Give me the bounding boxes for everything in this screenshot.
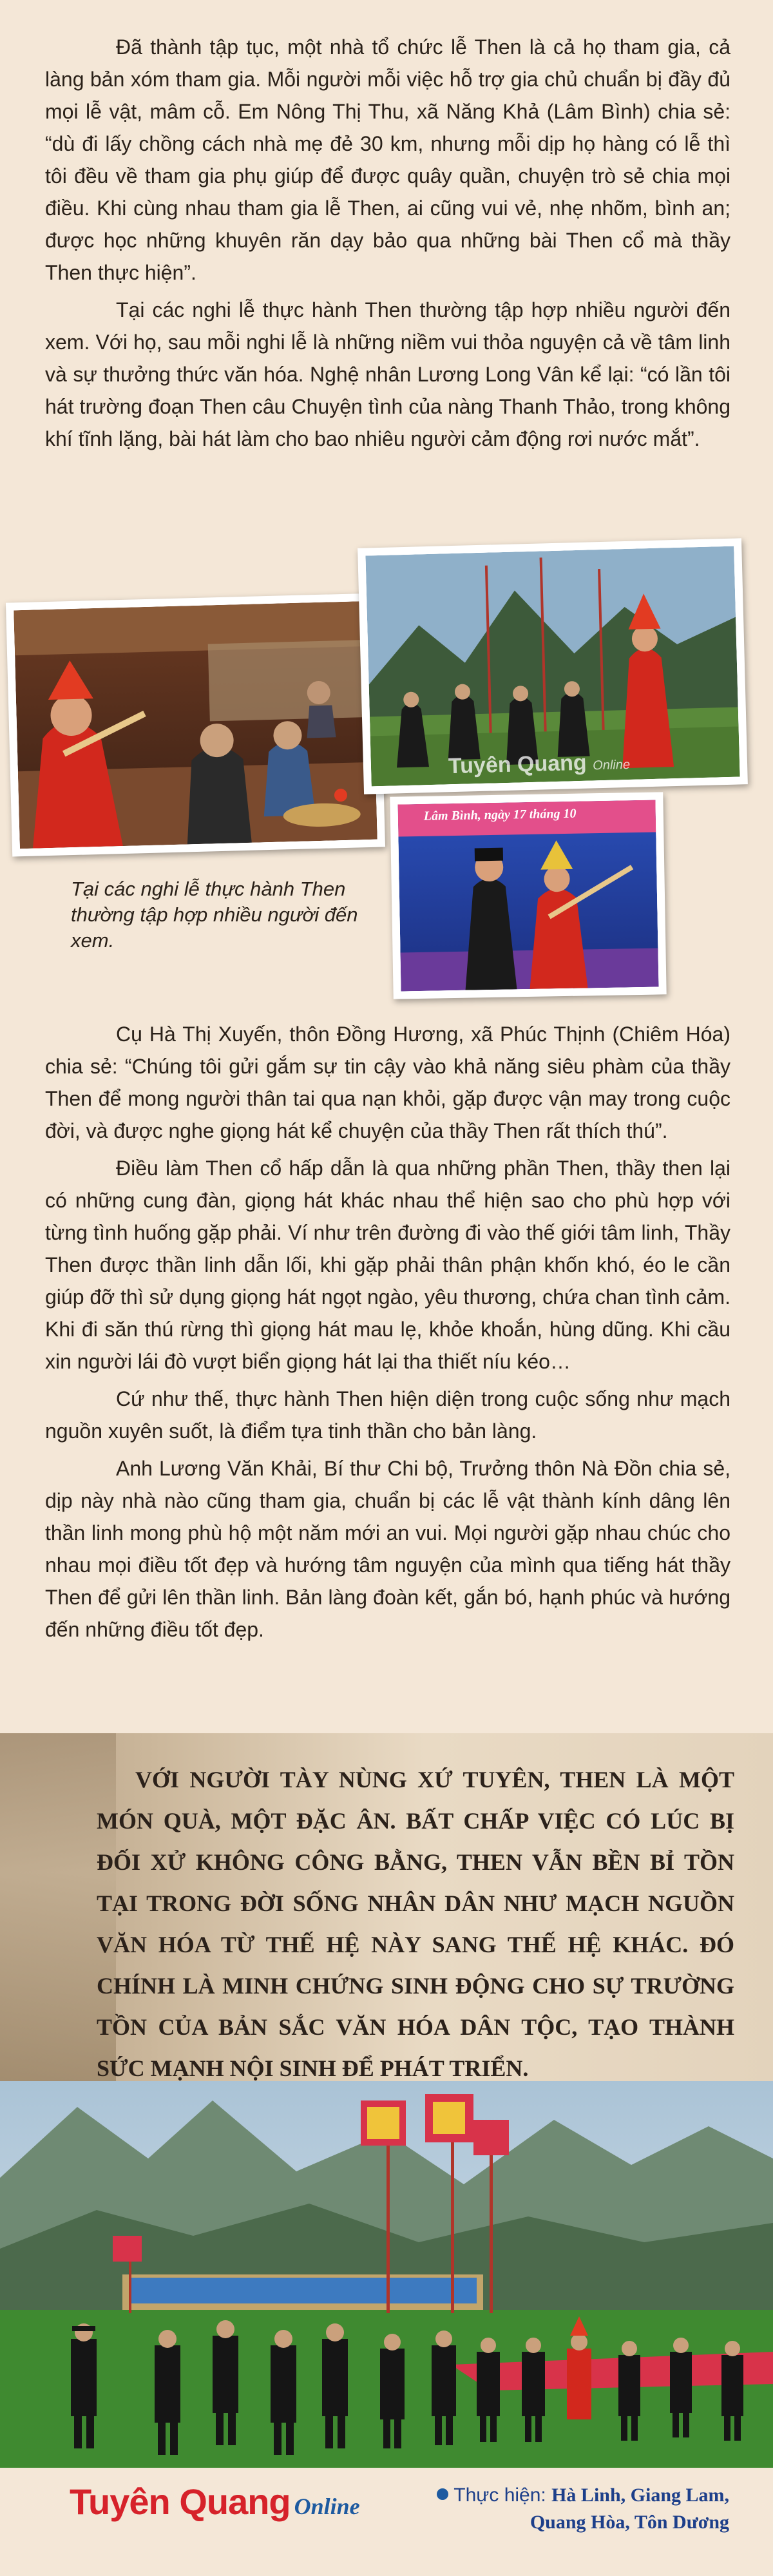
photo-festival-procession <box>0 2081 773 2468</box>
logo-main-text: Tuyên Quang <box>70 2481 291 2522</box>
photo-then-stage <box>390 792 666 999</box>
stage-banner-text: Lâm Bình, ngày 17 tháng 10 <box>423 806 577 823</box>
photo-then-ritual-indoor <box>6 593 385 856</box>
footer <box>0 2468 773 2576</box>
article-section-2 <box>45 1018 730 1646</box>
outdoor-dance-image <box>365 546 740 787</box>
credit-names-line-2: Quang Hòa, Tôn Dương <box>530 2512 729 2533</box>
festival-procession-image <box>0 2081 773 2468</box>
bullet-dot-icon <box>437 2488 448 2500</box>
site-logo[interactable] <box>70 2481 360 2523</box>
credit-names-line-1: Hà Linh, Giang Lam, <box>551 2485 729 2506</box>
credit-label: Thực hiện: <box>453 2485 552 2506</box>
article-section-1 <box>45 31 730 455</box>
quote-banner <box>0 1733 773 2081</box>
quote-text: VỚI NGƯỜI TÀY NÙNG XỨ TUYÊN, THEN LÀ MỘT MÓN QUÀ, MỘT ĐẶC ÂN. BẤT CHẤP VIỆC CÓ LÚC BỊ ĐỐI XỬ KHÔNG CÔNG BẰNG, THEN VẪN BỀN BỈ TỒN TẠI TRONG ĐỜI SỐNG NHÂN DÂN NHƯ MẠCH NGUỒN VĂN HÓA TỪ THẾ HỆ NÀY SANG THẾ HỆ KHÁC. ĐÓ CHÍNH LÀ MINH CHỨNG SINH ĐỘNG CHO SỰ TRƯỜNG TỒN CỦA BẢN SẮC VĂN HÓA DÂN TỘC, TẠO THÀNH SỨC MẠNH NỘI SINH ĐỂ PHÁT TRIỂN. <box>97 1767 734 2081</box>
paragraph: Cụ Hà Thị Xuyến, thôn Đồng Hương, xã Phúc Thịnh (Chiêm Hóa) chia sẻ: “Chúng tôi gửi gắm sự tin cậy vào khả năng siêu phàm của thầy Then để mong người thân tai qua nạn khỏi, gặp được vận may trong cuộc đời, và được nghe giọng hát kể chuyện của thầy Then rất thích thú”. <box>45 1023 730 1142</box>
author-credit <box>437 2482 729 2536</box>
photo-caption: Tại các nghi lễ thực hành Then thường tập hợp nhiều người đến xem. <box>71 878 358 952</box>
photo-then-outdoor-dance <box>358 538 748 794</box>
watermark: Tuyên Quang Online <box>448 750 631 779</box>
paragraph: Anh Lương Văn Khải, Bí thư Chi bộ, Trưởng thôn Nà Đồn chia sẻ, dịp này nhà nào cũng tham gia, chuẩn bị các lễ vật thành kính dâng lên thần linh mong phù hộ một năm mới an vui. Mọi người gặp nhau chúc cho nhau mọi điều tốt đẹp và hướng tâm nguyện của mình qua tiếng hát thầy Then để gửi lên thần linh. Bản làng đoàn kết, gắn bó, hạnh phúc và hướng đến những điều tốt đẹp. <box>45 1457 730 1641</box>
paragraph: Cứ như thế, thực hành Then hiện diện trong cuộc sống như mạch nguồn xuyên suốt, là điểm tựa tinh thần cho bản làng. <box>45 1387 730 1443</box>
stage-image <box>397 800 658 992</box>
logo-sub-text: Online <box>294 2494 360 2519</box>
paragraph: Đã thành tập tục, một nhà tổ chức lễ Then là cả họ tham gia, cả làng bản xóm tham gia. Mỗi người mỗi việc hỗ trợ gia chủ chuẩn bị đầy đủ mọi lễ vật, mâm cỗ. Em Nông Thị Thu, xã Năng Khả (Lâm Bình) chia sẻ: “dù đi lấy chồng cách nhà mẹ đẻ 30 km, nhưng mỗi dịp họ hàng có lễ thì tôi đều về tham gia phụ giúp để được quây quần, chuyện trò sẻ chia mọi điều. Khi cùng nhau tham gia lễ Then, ai cũng vui vẻ, nhẹ nhõm, bình an; được học những khuyên răn dạy bảo qua những bài Then cổ mà thầy Then thực hiện”. <box>45 35 730 284</box>
paragraph: Điều làm Then cổ hấp dẫn là qua những phần Then, thầy then lại có những cung đàn, giọng hát khác nhau thể hiện sao cho phù hợp với từng tình huống gặp phải. Ví như trên đường đi vào thế giới tâm linh, Thầy Then được thần linh dẫn lối, khi gặp phải thân phận khốn khó, éo le cần giúp đỡ thì sử dụng giọng hát ngọt ngào, yêu thương, chứa chan tình cảm. Khi đi săn thú rừng thì giọng hát mau lẹ, khỏe khoắn, hùng dũng. Khi cầu xin người lái đò vượt biển giọng hát lại tha thiết níu kéo… <box>45 1157 730 1373</box>
ritual-indoor-image <box>14 601 377 849</box>
paragraph: Tại các nghi lễ thực hành Then thường tập hợp nhiều người đến xem. Với họ, sau mỗi nghi lễ là những niềm vui thỏa nguyện cả về tâm linh và sự thưởng thức văn hóa. Nghệ nhân Lương Long Vân kể lại: “có lần tôi hát trường đoạn Then câu Chuyện tình của nàng Thanh Thảo, trong không khí tĩnh lặng, bài hát làm cho bao nhiêu người cảm động rơi nước mắt”. <box>45 298 730 450</box>
